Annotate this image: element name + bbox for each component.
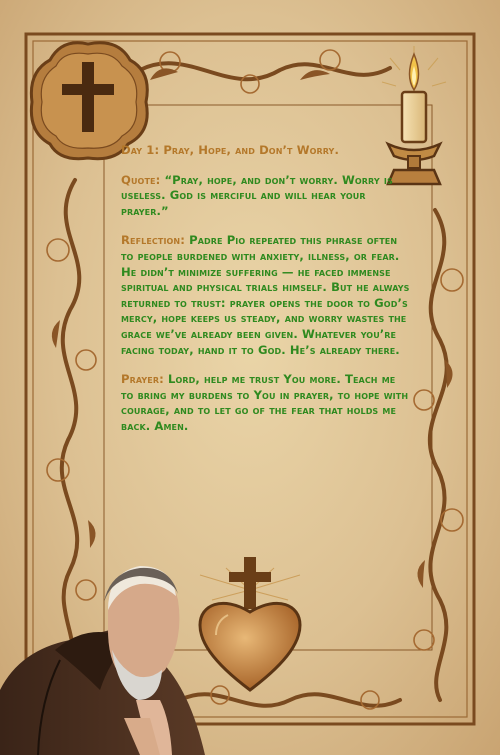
friar-portrait [0, 566, 205, 755]
day-title: Day 1: Pray, Hope, and Don’t Worry. [121, 143, 339, 157]
devotional-text [121, 143, 411, 449]
cross-icon [31, 43, 147, 159]
sacred-heart-icon [200, 557, 300, 690]
prayer-text: Lord, help me trust You more. Teach me to bring my burdens to You in prayer, to hope with courage, and to let go of the fear that holds me back. Amen. [121, 372, 409, 433]
quote-label: Quote: [121, 172, 161, 187]
prayer-block [121, 372, 411, 434]
reflection-label: Reflection: [121, 233, 185, 248]
prayer-label: Prayer: [121, 372, 164, 387]
reflection-text: Padre Pio repeated this phrase often to people burdened with anxiety, illness, or fear. He didn’t minimize suffering — he faced immense spiritual and physical trials himself. But he always returned to trust: prayer opens the door to God’s mercy, hope keeps us steady, and worry wastes the grace we’ve already been given. Whatever you’re facing today, hand it to God. He’s already there. [121, 233, 410, 357]
quote-text: “Pray, hope, and don’t worry. Worry is useless. God is merciful and will hear your prayer.” [121, 172, 393, 218]
quote-block [121, 173, 411, 220]
reflection-block [121, 233, 411, 358]
